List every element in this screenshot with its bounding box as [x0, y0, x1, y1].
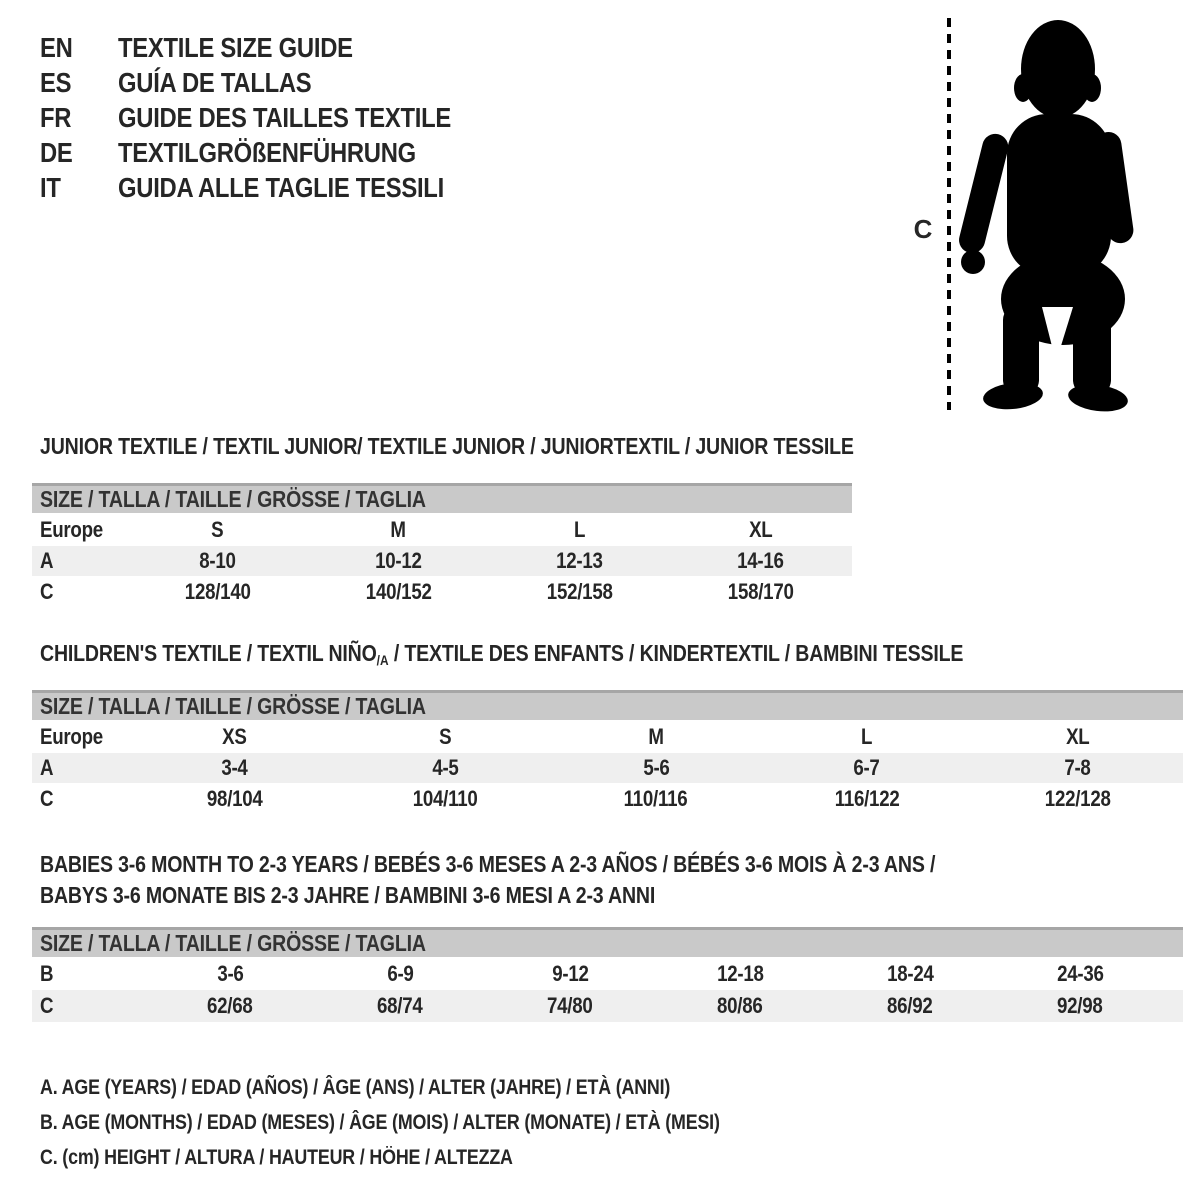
children-size-header-bar: SIZE / TALLA / TAILLE / GRÖSSE / TAGLIA: [32, 690, 1183, 720]
table-row: B 3-6 6-9 9-12 12-18 18-24 24-36: [40, 960, 1104, 986]
language-title: TEXTILE SIZE GUIDE: [118, 31, 353, 63]
language-code: DE: [40, 136, 73, 168]
row-label: B: [40, 960, 54, 986]
toddler-silhouette-icon: [935, 14, 1135, 414]
row-label: C: [40, 993, 54, 1018]
babies-size-table: [32, 927, 1183, 1022]
row-label: A: [40, 548, 54, 573]
language-list: [40, 30, 510, 205]
legend-line-c: C. (cm) HEIGHT / ALTURA / HAUTEUR / HÖHE / ALTEZZA: [40, 1145, 513, 1169]
table-row: C 98/104 104/110 110/116 116/122 122/128: [40, 786, 1111, 811]
table-row: Europe S M L XL: [40, 516, 773, 542]
table-row: A 8-10 10-12 12-13 14-16: [32, 546, 852, 576]
legend-line-b: B. AGE (MONTHS) / EDAD (MESES) / ÂGE (MOIS) / ALTER (MONATE) / ETÀ (MESI): [40, 1110, 720, 1134]
table-row: Europe XS S M L XL: [40, 723, 1090, 749]
children-size-table: [32, 690, 1183, 815]
row-label: A: [40, 755, 54, 780]
table-row: A 3-4 4-5 5-6 6-7 7-8: [32, 753, 1183, 783]
height-measure-label: C: [913, 214, 933, 244]
junior-section-title: JUNIOR TEXTILE / TEXTIL JUNIOR/ TEXTILE JUNIOR / JUNIORTEXTIL / JUNIOR TESSILE: [40, 433, 854, 459]
babies-size-header-bar: SIZE / TALLA / TAILLE / GRÖSSE / TAGLIA: [32, 927, 1183, 957]
language-code: FR: [40, 101, 72, 133]
toddler-figure: [956, 20, 1135, 414]
table-row: C 62/68 68/74 74/80 80/86 86/92 92/98: [32, 990, 1183, 1022]
language-title: GUIDE DES TAILLES TEXTILE: [118, 101, 452, 133]
table-row: C 128/140 140/152 152/158 158/170: [40, 579, 794, 604]
children-section-title: CHILDREN'S TEXTILE / TEXTIL $NIÑO_{/A}$ / TEXTILE DES ENFANTS / KINDERTEXTIL / BAMBINI TESSILE: [40, 640, 964, 668]
language-row: [40, 135, 510, 170]
row-label: C: [40, 786, 54, 811]
measurement-legend: [40, 1070, 840, 1175]
language-row: [40, 65, 510, 100]
junior-size-table: [32, 483, 852, 608]
language-title: TEXTILGRÖßENFÜHRUNG: [118, 136, 416, 168]
language-row: [40, 30, 510, 65]
language-code: IT: [40, 171, 61, 203]
language-title: GUÍA DE TALLAS: [118, 66, 312, 98]
babies-section-title: BABIES 3-6 MONTH TO 2-3 YEARS / BEBÉS 3-6 MESES A 2-3 AÑOS / BÉBÉS 3-6 MOIS À 2-3 ANS / BABYS 3-6 MONATE BIS 2-3 JAHRE / BAMBINI 3-6 MESI A 2-3 ANNI: [40, 851, 936, 908]
nino-a-subscript: /A: [376, 652, 389, 668]
row-label: C: [40, 579, 54, 604]
legend-line-a: A. AGE (YEARS) / EDAD (AÑOS) / ÂGE (ANS) / ALTER (JAHRE) / ETÀ (ANNI): [40, 1075, 671, 1099]
row-label: Europe: [40, 516, 103, 542]
language-row: [40, 170, 510, 205]
language-title: GUIDA ALLE TAGLIE TESSILI: [118, 171, 444, 203]
language-code: EN: [40, 31, 73, 63]
row-label: Europe: [40, 723, 103, 749]
language-row: [40, 100, 510, 135]
junior-size-header-bar: SIZE / TALLA / TAILLE / GRÖSSE / TAGLIA: [32, 483, 852, 513]
language-code: ES: [40, 66, 72, 98]
